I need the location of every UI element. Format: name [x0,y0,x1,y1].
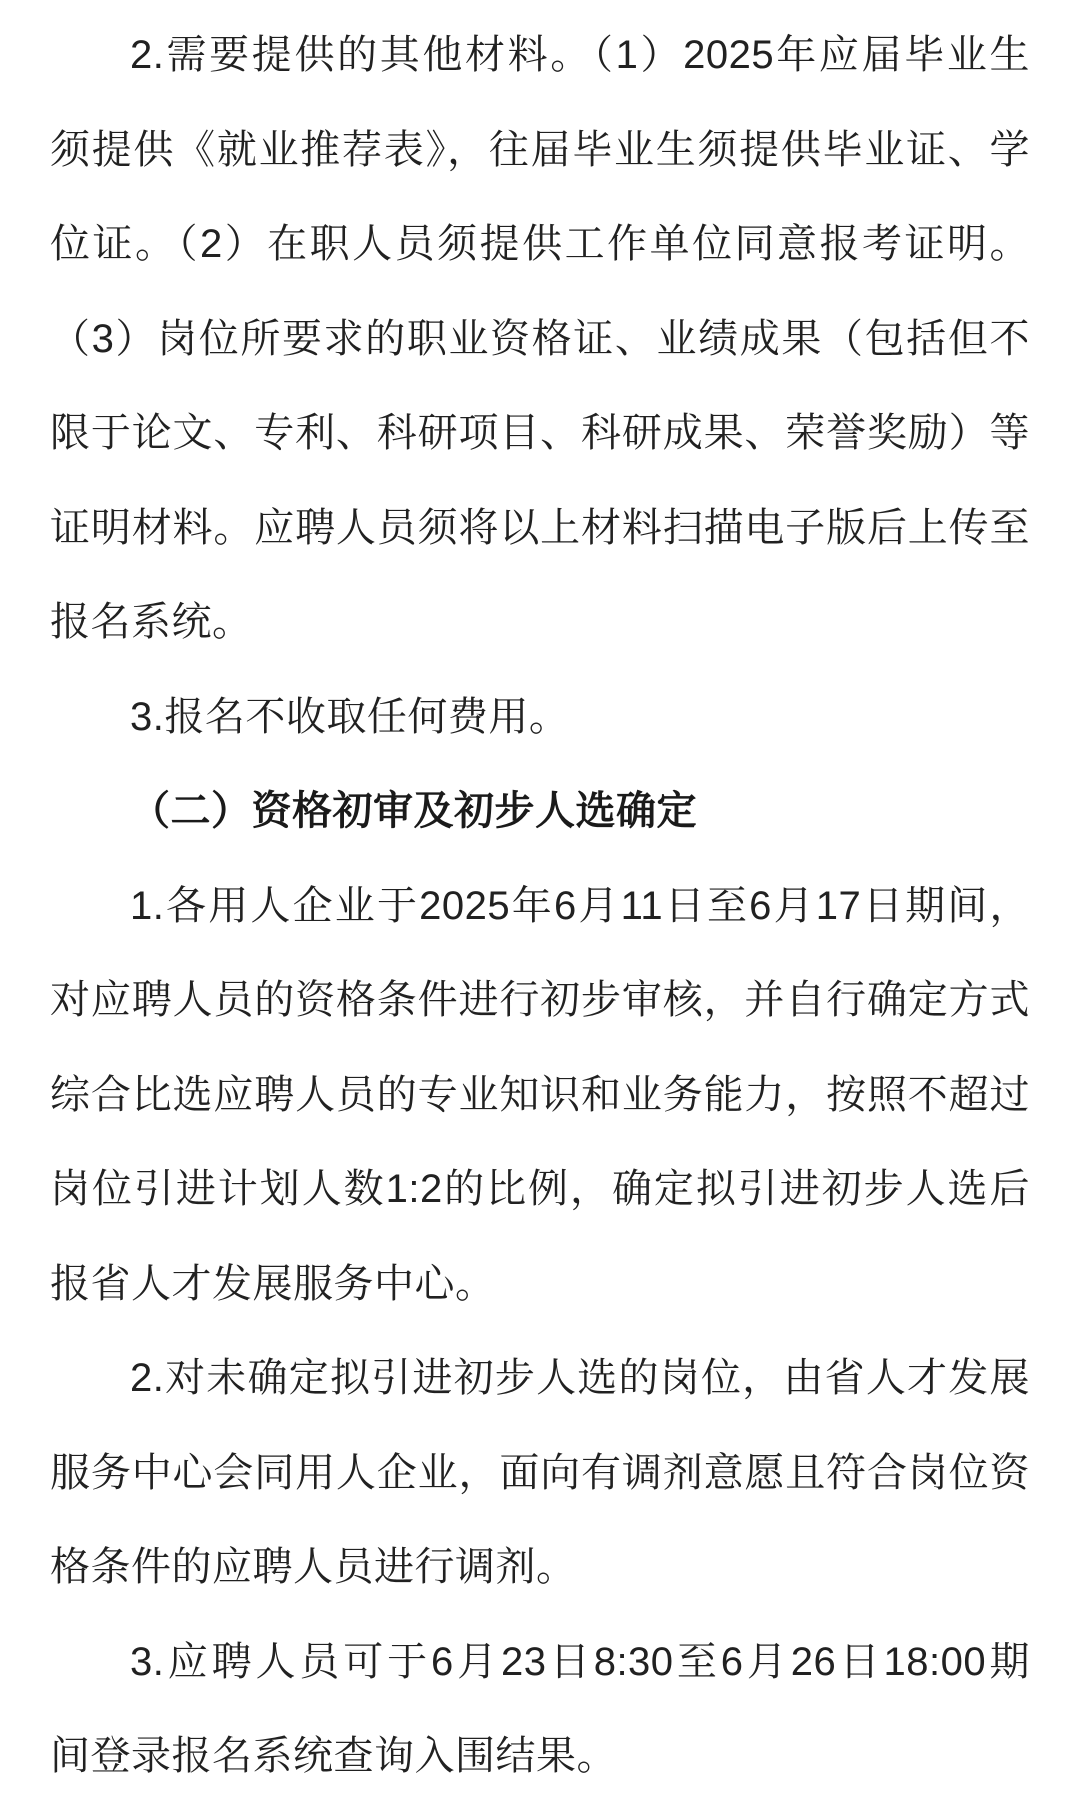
paragraph-line: 综合比选应聘人员的专业知识和业务能力，按照不超过 [50,1072,1030,1117]
paragraph-line: 1.各用人企业于2025年6月11日至6月17日期间， [130,883,1030,928]
paragraph-line: 限于论文、专利、科研项目、科研成果、荣誉奖励）等 [50,411,1030,455]
paragraph-line: 2.需要提供的其他材料。（1）2025年应届毕业生 [130,33,1030,77]
paragraph-line: 岗位引进计划人数1:2的比例，确定拟引进初步人选后 [50,1167,1030,1211]
paragraph-line: 报省人才发展服务中心。 [50,1261,496,1306]
paragraph-line: 须提供《就业推荐表》，往届毕业生须提供毕业证、学 [50,127,1030,172]
paragraph-line: 格条件的应聘人员进行调剂。 [50,1545,577,1589]
paragraph-line: 证明材料。应聘人员须将以上材料扫描电子版后上传至 [50,505,1030,550]
paragraph-line: （3）岗位所要求的职业资格证、业绩成果（包括但不 [50,316,1030,361]
paragraph-line: 位证。（2）在职人员须提供工作单位同意报考证明。 [50,222,1030,266]
paragraph-line: 3.应聘人员可于6月23日8:30至6月26日18:00期 [130,1639,1030,1684]
paragraph-line: 2.对未确定拟引进初步人选的岗位，由省人才发展 [130,1356,1030,1400]
paragraph-line: 间登录报名系统查询入围结果。 [50,1734,617,1778]
paragraph-line: 报名系统。 [50,600,253,644]
paragraph-line: 服务中心会同用人企业，面向有调剂意愿且符合岗位资 [50,1450,1030,1495]
paragraph-line: 对应聘人员的资格条件进行初步审核，并自行确定方式 [50,978,1030,1022]
section-heading: （二）资格初审及初步人选确定 [130,789,697,833]
paragraph-line: 3.报名不收取任何费用。 [130,694,570,739]
